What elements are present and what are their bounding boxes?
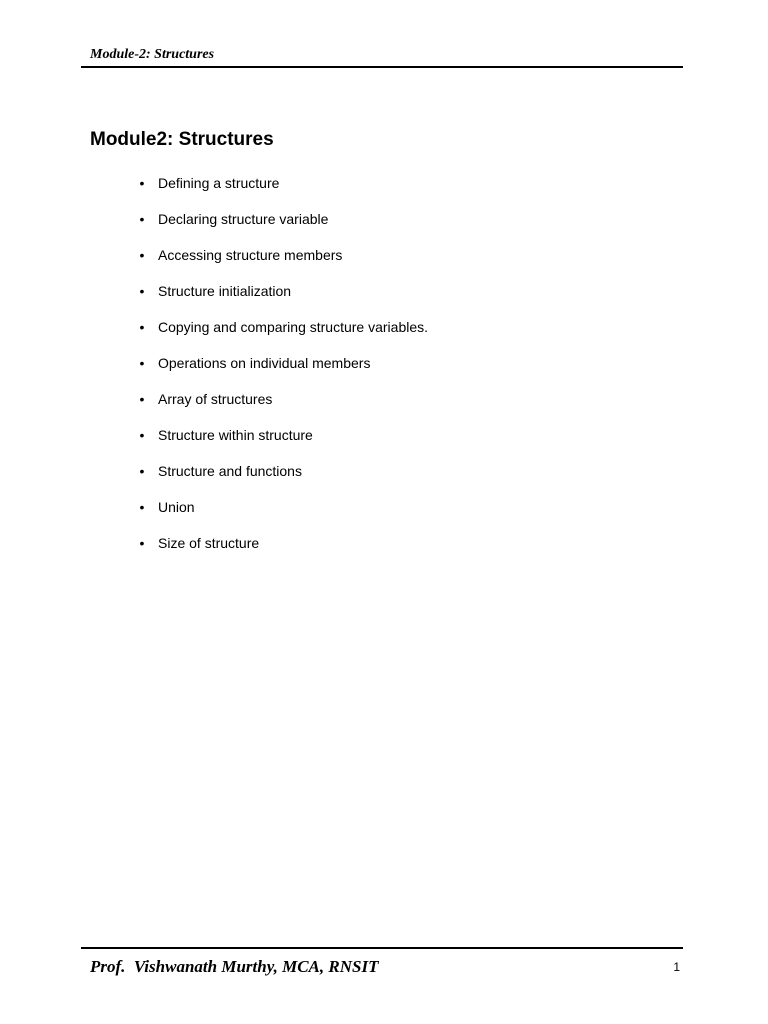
page-title: Module2: Structures — [90, 129, 274, 150]
footer-author: Prof. Vishwanath Murthy, MCA, RNSIT — [90, 957, 379, 976]
topic-text: Union — [158, 499, 195, 515]
bullet-icon: • — [139, 175, 145, 191]
topic-text: Accessing structure members — [158, 247, 343, 263]
bullet-icon: • — [139, 283, 145, 299]
bullet-icon: • — [139, 499, 145, 515]
running-header: Module-2: Structures — [90, 47, 215, 62]
bullet-icon: • — [139, 391, 145, 407]
page-number: 1 — [673, 960, 680, 974]
topic-text: Defining a structure — [158, 175, 280, 191]
topic-text: Structure and functions — [158, 463, 302, 479]
bullet-icon: • — [139, 355, 145, 371]
footer-rule — [81, 947, 683, 949]
bullet-icon: • — [139, 211, 145, 227]
bullet-icon: • — [139, 463, 145, 479]
topic-text: Copying and comparing structure variables. — [158, 319, 429, 335]
topic-text: Array of structures — [158, 391, 273, 407]
bullet-icon: • — [139, 319, 145, 335]
topic-text: Declaring structure variable — [158, 211, 329, 227]
topic-text: Structure within structure — [158, 427, 313, 443]
topic-text: Size of structure — [158, 535, 260, 551]
header-rule — [81, 66, 683, 68]
topic-text: Operations on individual members — [158, 355, 371, 371]
bullet-icon: • — [139, 535, 145, 551]
topic-text: Structure initialization — [158, 283, 292, 299]
bullet-icon: • — [139, 247, 145, 263]
bullet-icon: • — [139, 427, 145, 443]
